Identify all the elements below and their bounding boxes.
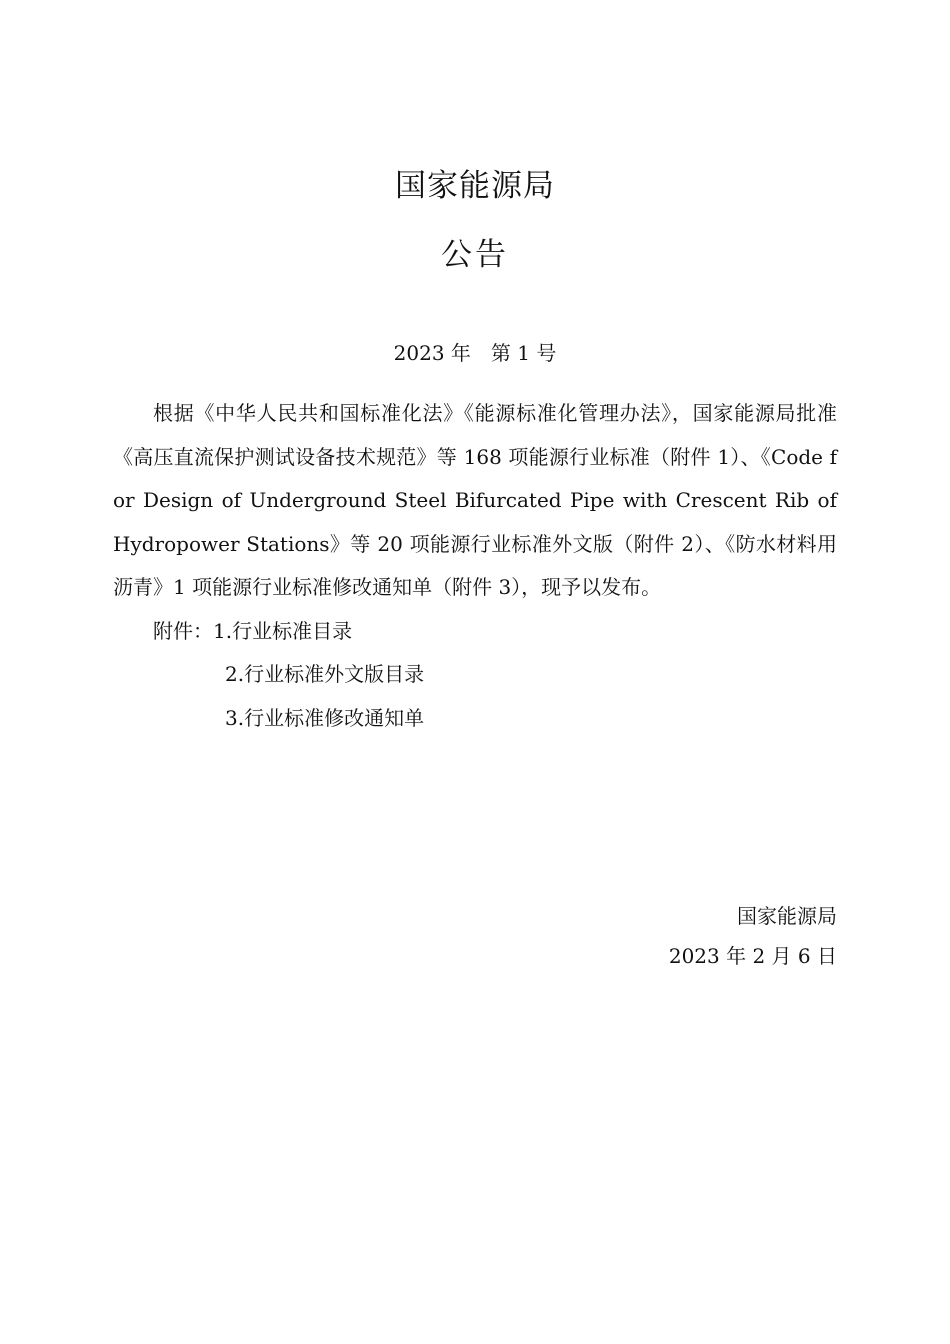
signature-date: 2023 年 2 月 6 日 bbox=[668, 944, 837, 968]
attachment-item-1: 1.行业标准目录 bbox=[213, 618, 353, 643]
attachment-item-2: 2.行业标准外文版目录 bbox=[225, 662, 425, 686]
announcement-paragraph: 根据《中华人民共和国标准化法》《能源标准化管理办法》，国家能源局批准《高压直流保护测试设备技术规范》等 168 项能源行业标准（附件 1）、《Code for Design of Underground Steel Bifurcated Pipe with Crescent Rib of Hydropower Stations》等 20 项能源行业标准外文版（附件 2）、《防水材料用沥青》1 项能源行业标准修改通知单（附件 3），现予以发布。 bbox=[113, 401, 837, 599]
document-number: 2023 年 第 1 号 bbox=[393, 341, 557, 365]
issuing-organization-title: 国家能源局 bbox=[395, 168, 555, 204]
document-body bbox=[113, 392, 837, 740]
document-type-title: 公告 bbox=[441, 237, 509, 273]
attachment-item-3: 3.行业标准修改通知单 bbox=[225, 705, 425, 730]
attachments-label: 附件： bbox=[153, 618, 213, 643]
signature-organization: 国家能源局 bbox=[737, 904, 837, 928]
attachments-first-line bbox=[113, 610, 837, 654]
